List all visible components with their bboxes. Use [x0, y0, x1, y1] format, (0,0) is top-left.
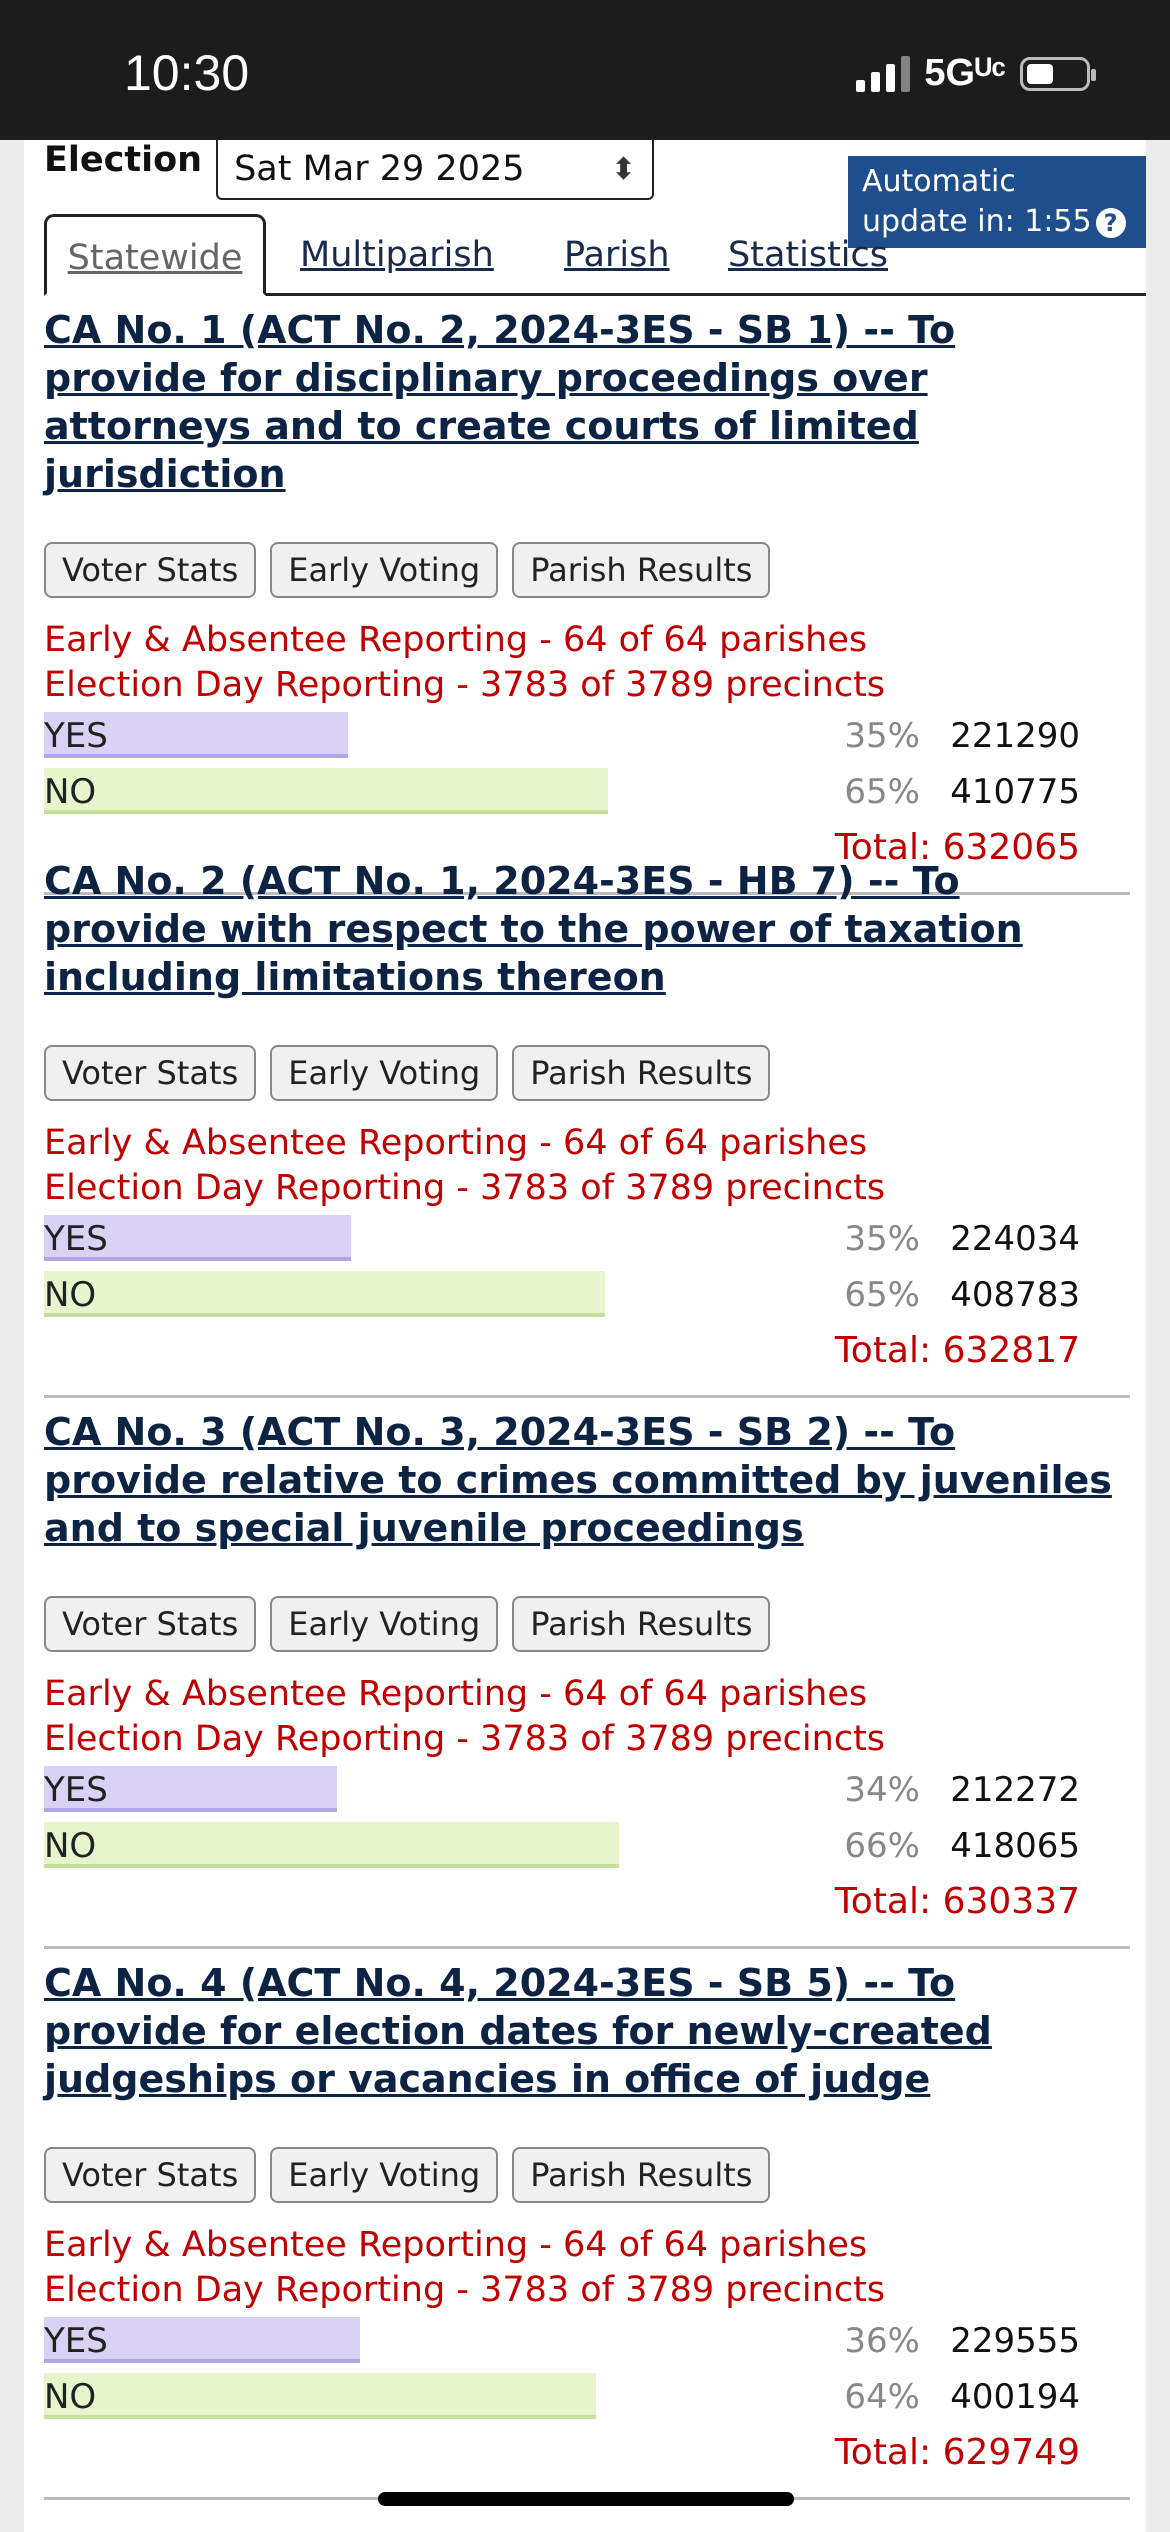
status-time: 10:30	[124, 45, 250, 101]
early-absentee-reporting: Early & Absentee Reporting - 64 of 64 parishes	[44, 620, 868, 660]
parish-results-button[interactable]: Parish Results	[512, 542, 770, 598]
early-absentee-reporting: Early & Absentee Reporting - 64 of 64 parishes	[44, 1123, 868, 1163]
early-absentee-reporting: Early & Absentee Reporting - 64 of 64 parishes	[44, 1674, 868, 1714]
total-votes: Total: 629749	[834, 2432, 1080, 2473]
no-percent: 64%	[844, 2377, 920, 2417]
auto-update-countdown: update in: 1:55	[862, 204, 1092, 239]
no-bar	[44, 1822, 619, 1868]
results-page	[24, 140, 1146, 2532]
yes-row	[44, 1211, 1130, 1267]
total-row	[44, 1323, 1130, 1379]
status-icons	[856, 52, 1090, 95]
tab-statewide[interactable]: Statewide	[44, 214, 266, 296]
election-day-reporting: Election Day Reporting - 3783 of 3789 precincts	[44, 2270, 886, 2310]
yes-label: YES	[44, 716, 108, 756]
measure-card	[44, 306, 1130, 895]
divider	[44, 1946, 1130, 1949]
yes-percent: 36%	[844, 2321, 920, 2361]
updown-chevron-icon: ⬍	[610, 151, 637, 187]
measure-buttons	[44, 1596, 1130, 1652]
no-percent: 65%	[844, 772, 920, 812]
battery-icon	[1020, 57, 1090, 91]
reporting-status	[44, 618, 1130, 708]
no-label: NO	[44, 2377, 97, 2417]
no-votes: 410775	[950, 772, 1080, 812]
yes-votes: 224034	[950, 1219, 1080, 1259]
no-percent: 66%	[844, 1826, 920, 1866]
network-type: 5Gᵁᶜ	[924, 52, 1006, 94]
no-label: NO	[44, 1275, 97, 1315]
no-votes: 408783	[950, 1275, 1080, 1315]
help-icon[interactable]: ?	[1096, 208, 1126, 238]
no-row	[44, 1818, 1130, 1874]
yes-label: YES	[44, 1770, 108, 1810]
no-label: NO	[44, 772, 97, 812]
yes-votes: 212272	[950, 1770, 1080, 1810]
measure-buttons	[44, 2147, 1130, 2203]
measure-title-link[interactable]: CA No. 3 (ACT No. 3, 2024-3ES - SB 2) -- To provide relative to crimes committed by juveniles and to special juvenile proceedings	[44, 1410, 1112, 1550]
home-indicator	[378, 2492, 794, 2506]
total-votes: Total: 632065	[834, 827, 1080, 868]
reporting-status	[44, 1672, 1130, 1762]
early-voting-button[interactable]: Early Voting	[270, 542, 498, 598]
election-selector-row	[44, 140, 654, 200]
yes-votes: 221290	[950, 716, 1080, 756]
early-voting-button[interactable]: Early Voting	[270, 2147, 498, 2203]
no-row	[44, 1267, 1130, 1323]
total-row	[44, 1874, 1130, 1930]
tab-parish[interactable]: Parish	[564, 235, 670, 275]
election-select[interactable]	[216, 140, 654, 200]
voter-stats-button[interactable]: Voter Stats	[44, 1596, 256, 1652]
no-percent: 65%	[844, 1275, 920, 1315]
yes-row	[44, 1762, 1130, 1818]
tab-statistics[interactable]: Statistics	[728, 235, 888, 275]
election-label: Election	[44, 140, 203, 180]
measure-title-link[interactable]: CA No. 4 (ACT No. 4, 2024-3ES - SB 5) -- To provide for election dates for newly-created judgeships or vacancies in office of judge	[44, 1961, 992, 2101]
tab-multiparish[interactable]: Multiparish	[300, 235, 494, 275]
no-row	[44, 764, 1130, 820]
voter-stats-button[interactable]: Voter Stats	[44, 1045, 256, 1101]
yes-percent: 35%	[844, 1219, 920, 1259]
measure-buttons	[44, 1045, 1130, 1101]
election-day-reporting: Election Day Reporting - 3783 of 3789 precincts	[44, 665, 886, 705]
auto-update-line1: Automatic	[862, 164, 1016, 199]
no-label: NO	[44, 1826, 97, 1866]
early-voting-button[interactable]: Early Voting	[270, 1045, 498, 1101]
no-row	[44, 2369, 1130, 2425]
measure-card	[44, 1408, 1130, 1949]
parish-results-button[interactable]: Parish Results	[512, 1045, 770, 1101]
yes-percent: 34%	[844, 1770, 920, 1810]
voter-stats-button[interactable]: Voter Stats	[44, 542, 256, 598]
no-bar	[44, 1271, 605, 1317]
measure-card	[44, 1959, 1130, 2500]
total-row	[44, 2425, 1130, 2481]
yes-row	[44, 708, 1130, 764]
yes-percent: 35%	[844, 716, 920, 756]
yes-label: YES	[44, 2321, 108, 2361]
status-bar	[0, 0, 1170, 140]
signal-icon	[856, 56, 910, 92]
no-bar	[44, 768, 608, 814]
measure-card	[44, 857, 1130, 1398]
early-voting-button[interactable]: Early Voting	[270, 1596, 498, 1652]
measure-title-link[interactable]: CA No. 2 (ACT No. 1, 2024-3ES - HB 7) -- To provide with respect to the power of taxation including limitations thereon	[44, 859, 1023, 999]
measure-title-link[interactable]: CA No. 1 (ACT No. 2, 2024-3ES - SB 1) -- To provide for disciplinary proceedings over attorneys and to create courts of limited jurisdiction	[44, 308, 956, 496]
early-absentee-reporting: Early & Absentee Reporting - 64 of 64 parishes	[44, 2225, 868, 2265]
total-votes: Total: 630337	[834, 1881, 1080, 1922]
election-day-reporting: Election Day Reporting - 3783 of 3789 precincts	[44, 1719, 886, 1759]
no-votes: 400194	[950, 2377, 1080, 2417]
election-select-value: Sat Mar 29 2025	[234, 149, 525, 189]
measure-buttons	[44, 542, 1130, 598]
yes-row	[44, 2313, 1130, 2369]
parish-results-button[interactable]: Parish Results	[512, 2147, 770, 2203]
no-votes: 418065	[950, 1826, 1080, 1866]
reporting-status	[44, 2223, 1130, 2313]
election-day-reporting: Election Day Reporting - 3783 of 3789 precincts	[44, 1168, 886, 1208]
reporting-status	[44, 1121, 1130, 1211]
divider	[44, 1395, 1130, 1398]
results-tabs	[44, 214, 1146, 296]
yes-votes: 229555	[950, 2321, 1080, 2361]
parish-results-button[interactable]: Parish Results	[512, 1596, 770, 1652]
voter-stats-button[interactable]: Voter Stats	[44, 2147, 256, 2203]
yes-label: YES	[44, 1219, 108, 1259]
no-bar	[44, 2373, 596, 2419]
total-votes: Total: 632817	[834, 1330, 1080, 1371]
